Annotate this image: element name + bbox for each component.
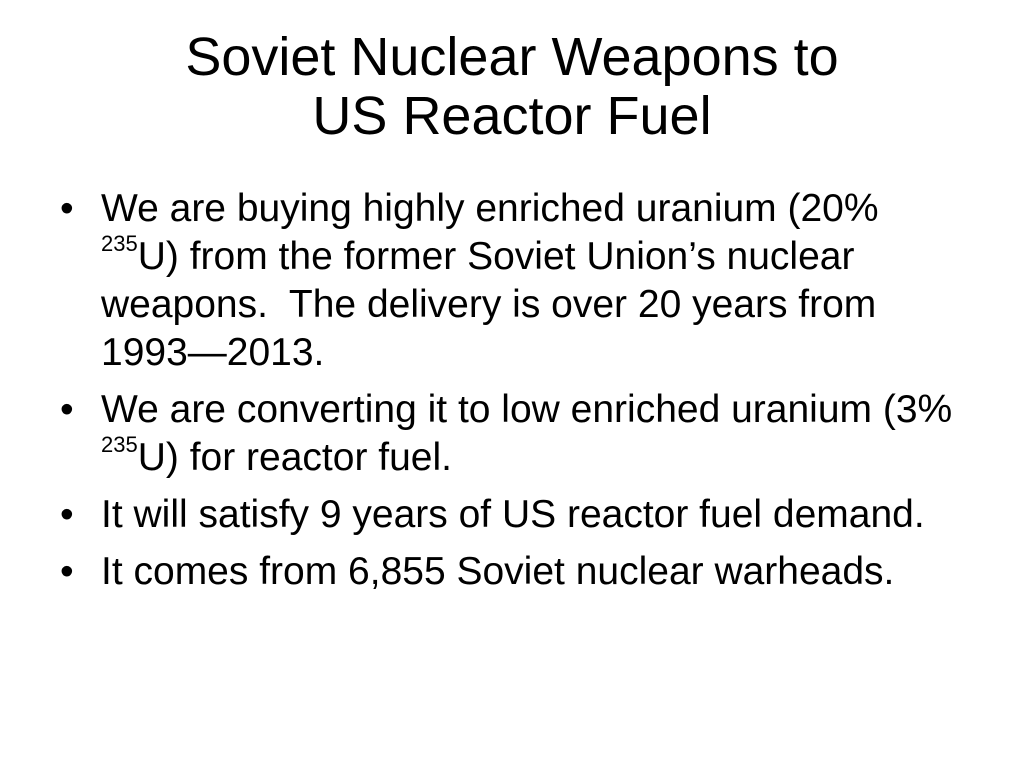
title-line-2: US Reactor Fuel xyxy=(312,86,712,146)
bullet-icon: • xyxy=(60,187,74,230)
isotope-superscript: 235 xyxy=(101,432,138,457)
slide-title xyxy=(60,28,964,146)
bullet-item-buying-heu xyxy=(58,185,958,377)
isotope-superscript: 235 xyxy=(101,231,138,256)
bullet-item-warheads xyxy=(58,548,958,596)
bullet-item-converting-leu xyxy=(58,386,958,482)
bullet-icon: • xyxy=(60,388,74,431)
bullet-item-fuel-demand xyxy=(58,491,958,539)
bullet-text: It will satisfy 9 years of US reactor fuel demand. xyxy=(101,493,925,536)
bullet-text-part: U) from the former Soviet Union’s nuclear weapons. The delivery is over 20 years from 1993—2013. xyxy=(101,235,877,374)
bullet-text: It comes from 6,855 Soviet nuclear warheads. xyxy=(101,550,895,593)
bullet-list xyxy=(58,185,958,605)
bullet-icon: • xyxy=(60,550,74,593)
bullet-text-part: We are converting it to low enriched uranium (3% xyxy=(101,388,953,431)
bullet-icon: • xyxy=(60,493,74,536)
bullet-text-part: We are buying highly enriched uranium (20% xyxy=(101,187,879,230)
title-line-1: Soviet Nuclear Weapons to xyxy=(185,27,839,87)
bullet-text-part: U) for reactor fuel. xyxy=(137,436,452,479)
